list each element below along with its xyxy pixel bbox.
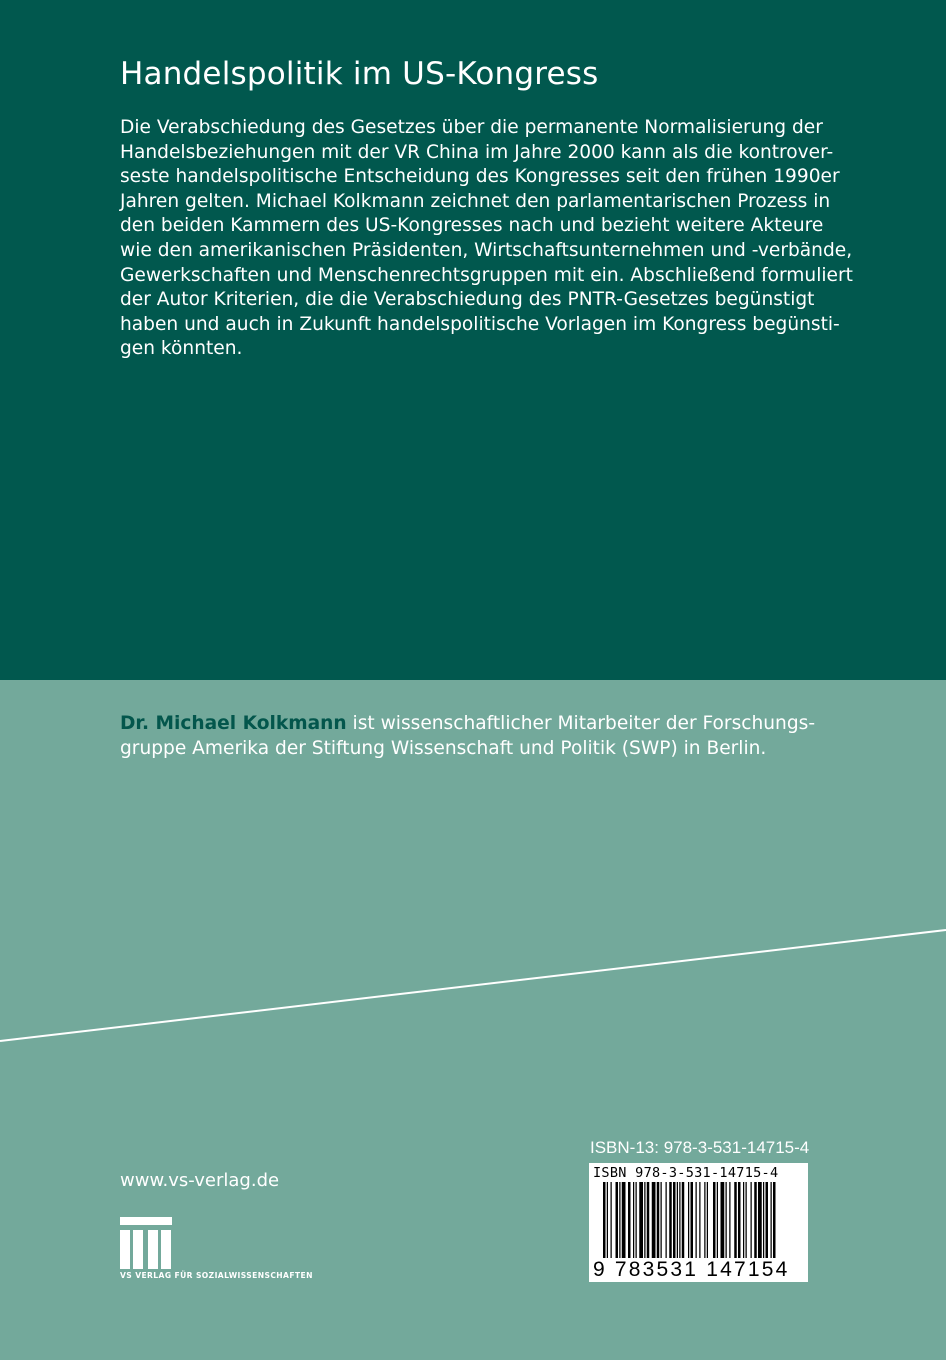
description-line: wie den amerikanischen Präsidenten, Wirtschaftsunternehmen und -verbände, (120, 239, 853, 261)
isbn-barcode (589, 1163, 808, 1282)
description-line: haben und auch in Zukunft handelspolitische Vorlagen im Kongress begünsti- (120, 313, 840, 335)
description-line: seste handelspolitische Entscheidung des Kongresses seit den frühen 1990er (120, 166, 840, 188)
description-line: Handelsbeziehungen mit der VR China im Jahre 2000 kann als die kontrover- (120, 141, 834, 163)
book-title: Handelspolitik im US-Kongress (120, 56, 599, 92)
vs-verlag-logo-icon (120, 1217, 172, 1269)
description-line: Gewerkschaften und Menschenrechtsgruppen mit ein. Abschließend formuliert (120, 264, 853, 286)
description-line: der Autor Kriterien, die die Verabschiedung des PNTR-Gesetzes begünstigt (120, 289, 815, 311)
description-line: Jahren gelten. Michael Kolkmann zeichnet den parlamentarischen Prozess in (120, 190, 831, 212)
description-line: gen könnten. (120, 338, 243, 360)
description-line: den beiden Kammern des US-Kongresses nach und bezieht weitere Akteure (120, 215, 824, 237)
barcode-bars (593, 1182, 804, 1258)
publisher-caption: VS VERLAG FÜR SOZIALWISSENSCHAFTEN (120, 1271, 313, 1280)
author-bio-text: gruppe Amerika der Stiftung Wissenschaft und Politik (SWP) in Berlin. (120, 737, 767, 759)
barcode-digits: 9 783531 147154 (593, 1258, 790, 1281)
isbn-label: ISBN-13: 978-3-531-14715-4 (590, 1138, 810, 1157)
author-name: Dr. Michael Kolkmann (120, 713, 347, 734)
barcode-isbn-text: ISBN 978-3-531-14715-4 (593, 1165, 779, 1181)
description-line: Die Verabschiedung des Gesetzes über die permanente Normalisierung der (120, 117, 823, 138)
author-bio-text: ist wissenschaftlicher Mitarbeiter der Forschungs- (346, 713, 816, 734)
publisher-website[interactable]: www.vs-verlag.de (120, 1170, 280, 1191)
